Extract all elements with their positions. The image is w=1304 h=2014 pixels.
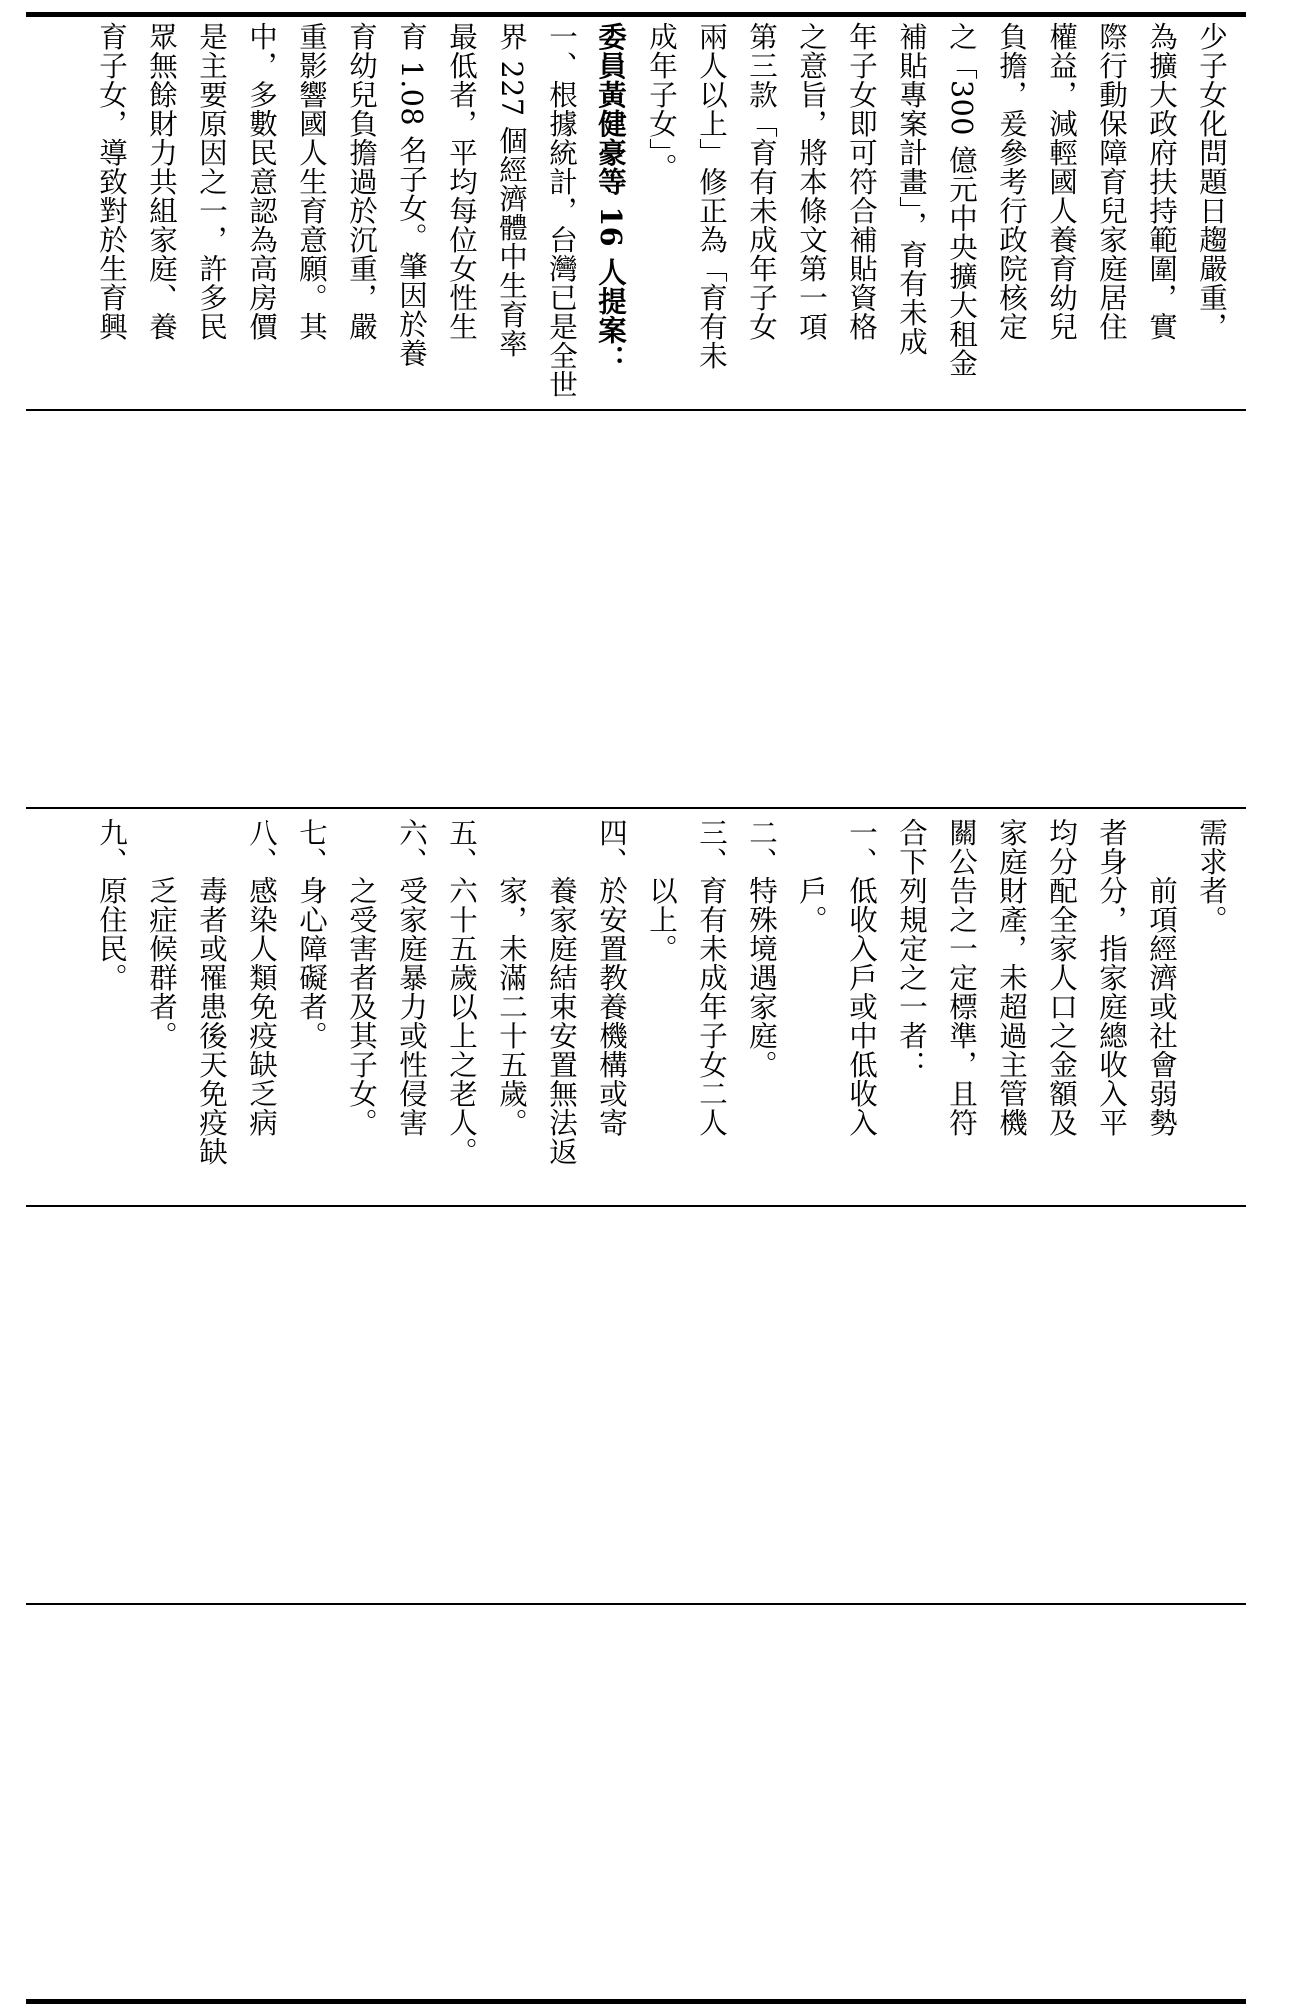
middle-text-line-21: 毒者或罹患後天免疫缺 (195, 818, 228, 1166)
middle-text-line-5: 家庭財產，未超過主管機 (995, 818, 1028, 1137)
middle-text-line-16: 五、六十五歲以上之老人。 (445, 818, 478, 1166)
middle-text-line-11: 三、育有未成年子女二人 (695, 818, 728, 1137)
upper-text-line-5: 負擔，爰參考行政院核定 (995, 22, 1028, 341)
middle-text-line-13: 四、於安置教養機構或寄 (595, 818, 628, 1137)
upper-text-line-11: 兩人以上」修正為「育有未 (695, 22, 728, 370)
upper-text-line-12: 成年子女」。 (645, 22, 678, 182)
middle-text-line-8: 一、低收入戶或中低收入 (845, 818, 878, 1137)
upper-text-band (26, 22, 1246, 402)
middle-text-line-7: 合下列規定之一者： (895, 818, 928, 1079)
upper-text-line-23: 育子女，導致對於生育興 (95, 22, 128, 341)
divider-rule-4 (26, 1603, 1246, 1605)
upper-text-line-19: 重影響國人生育意願。其 (295, 22, 328, 341)
blank-cell-3 (26, 1610, 1246, 1996)
upper-text-line-22: 眾無餘財力共組家庭、養 (145, 22, 178, 341)
middle-text-line-19: 七、身心障礙者。 (295, 818, 328, 1050)
middle-text-line-4: 均分配全家人口之金額及 (1045, 818, 1078, 1137)
upper-text-line-2: 為擴大政府扶持範圍，實 (1145, 22, 1178, 341)
middle-text-line-9: 戶。 (795, 818, 828, 934)
upper-text-line-3: 際行動保障育兒家庭居住 (1095, 22, 1128, 341)
middle-text-line-17: 六、受家庭暴力或性侵害 (395, 818, 428, 1137)
upper-text-line-7: 補貼專案計畫」，育有未成 (895, 22, 928, 356)
upper-text-line-1: 少子女化問題日趨嚴重， (1195, 22, 1228, 341)
middle-text-line-20: 八、感染人類免疫缺乏病 (245, 818, 278, 1137)
upper-text-line-10: 第三款「育有未成年子女 (745, 22, 778, 341)
blank-cell-1 (26, 416, 1246, 800)
upper-text-line-8: 年子女即可符合補貼資格 (845, 22, 878, 341)
upper-text-line-6: 之「300 億元中央擴大租金 (945, 22, 978, 378)
middle-text-line-23: 九、原住民。 (95, 818, 128, 992)
upper-text-line-15: 界 227 個經濟體中生育率 (495, 22, 528, 359)
upper-text-line-17: 育 1.08 名子女。肇因於養 (395, 22, 428, 368)
upper-text-column (86, 22, 1236, 402)
middle-text-line-15: 家，未滿二十五歲。 (495, 818, 528, 1137)
divider-rule-2 (26, 807, 1246, 809)
divider-rule-3 (26, 1205, 1246, 1207)
middle-text-line-22: 乏症候群者。 (145, 818, 178, 1050)
middle-text-line-2: 前項經濟或社會弱勢 (1145, 818, 1178, 1137)
upper-text-line-13: 委員黃健豪等 16 人提案： (594, 22, 628, 374)
upper-text-line-9: 之意旨，將本條文第一項 (795, 22, 828, 341)
upper-text-line-20: 中，多數民意認為高房價 (245, 22, 278, 341)
middle-text-column (86, 818, 1236, 1196)
middle-text-line-14: 養家庭結束安置無法返 (545, 818, 578, 1166)
middle-text-line-18: 之受害者及其子女。 (345, 818, 378, 1137)
bottom-rule (26, 1999, 1246, 2004)
middle-text-line-3: 者身分，指家庭總收入平 (1095, 818, 1128, 1137)
upper-text-line-4: 權益，減輕國人養育幼兒 (1045, 22, 1078, 341)
upper-text-line-14: 一、根據統計，台灣已是全世 (545, 22, 578, 399)
upper-text-line-18: 育幼兒負擔過於沉重，嚴 (345, 22, 378, 341)
middle-text-line-10: 二、特殊境遇家庭。 (745, 818, 778, 1079)
blank-cell-2 (26, 1212, 1246, 1596)
divider-rule-1 (26, 409, 1246, 411)
upper-text-line-16: 最低者，平均每位女性生 (445, 22, 478, 341)
top-rule (26, 12, 1246, 17)
upper-text-line-21: 是主要原因之一，許多民 (195, 22, 228, 341)
middle-text-line-6: 關公告之一定標準，且符 (945, 818, 978, 1137)
middle-text-line-1: 需求者。 (1195, 818, 1228, 934)
middle-text-line-12: 以上。 (645, 818, 678, 963)
middle-text-band (26, 818, 1246, 1196)
